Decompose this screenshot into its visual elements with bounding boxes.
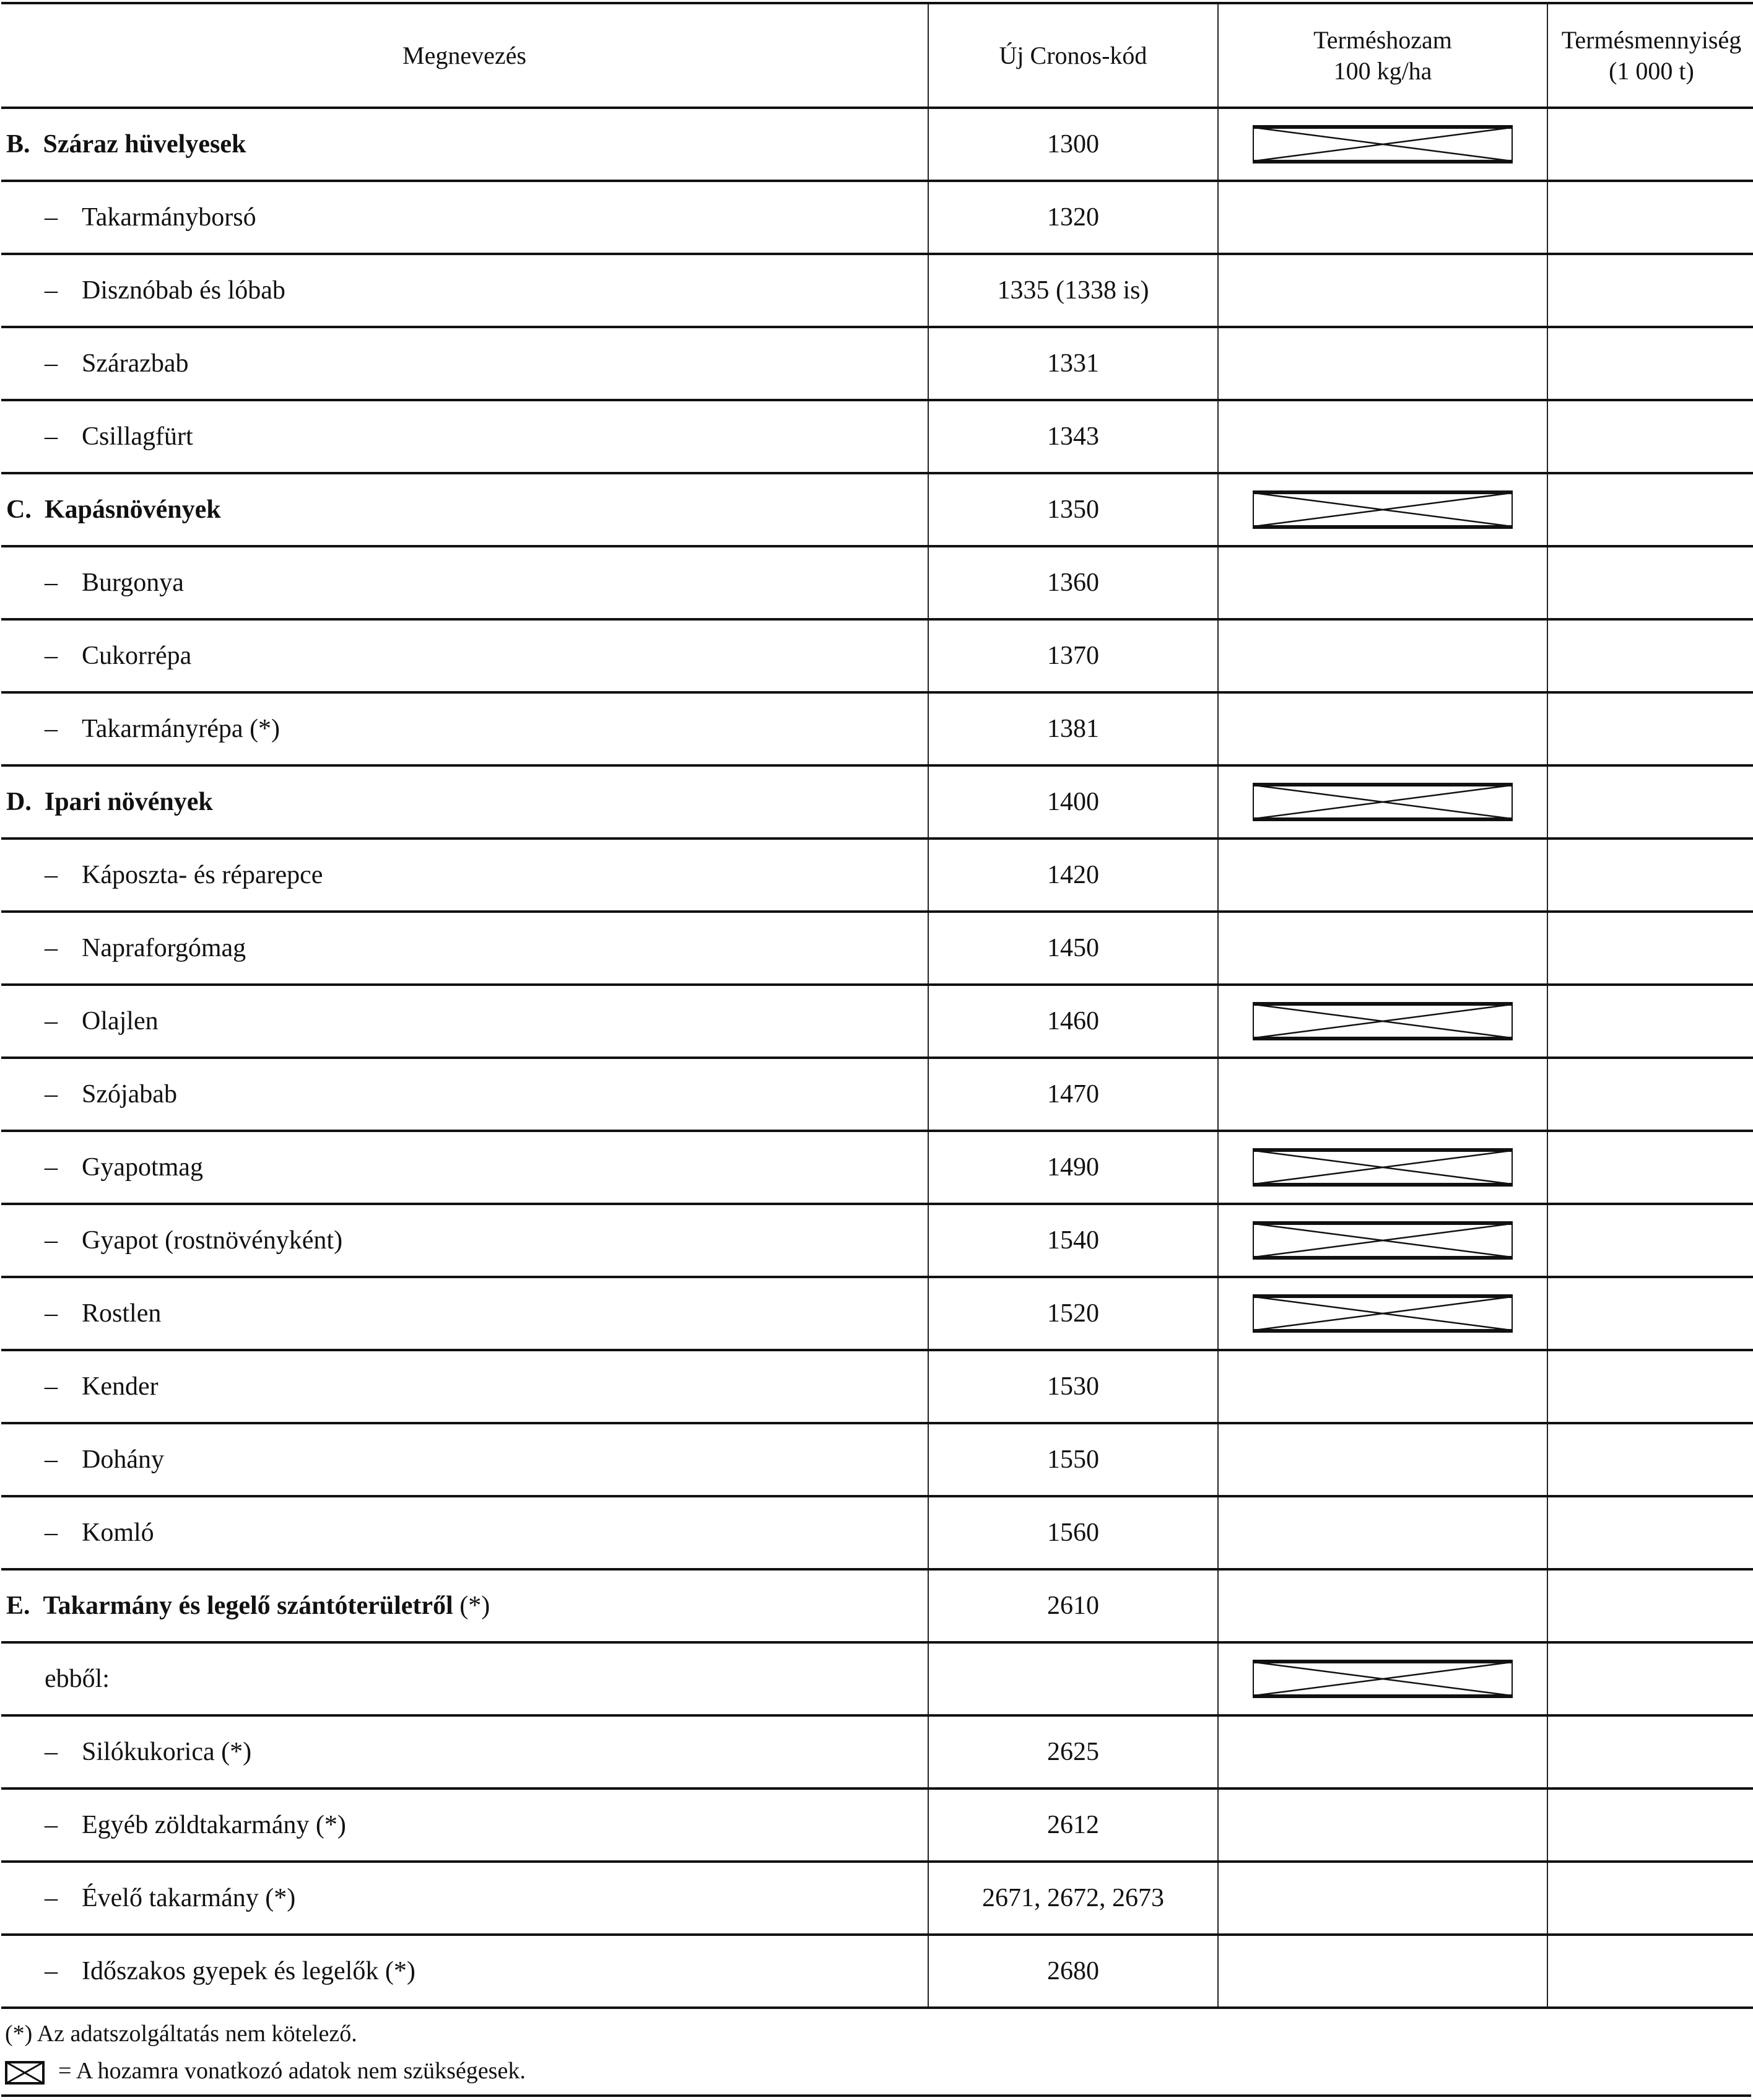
quantity-cell[interactable] bbox=[1547, 985, 1753, 1058]
row-label: Dohány bbox=[82, 1445, 164, 1474]
header-name: Megnevezés bbox=[1, 3, 928, 108]
crossed-box-icon bbox=[1253, 1221, 1513, 1260]
dash: – bbox=[45, 1372, 58, 1401]
row-name bbox=[1, 1058, 928, 1131]
row-name bbox=[1, 1788, 928, 1862]
yield-cell[interactable] bbox=[1218, 839, 1547, 912]
header-row bbox=[1, 3, 1753, 108]
quantity-cell[interactable] bbox=[1547, 1277, 1753, 1350]
yield-cell[interactable] bbox=[1218, 254, 1547, 327]
yield-cell[interactable] bbox=[1218, 1862, 1547, 1935]
table-row bbox=[1, 1058, 1753, 1131]
dash: – bbox=[45, 861, 58, 889]
header-quantity bbox=[1547, 3, 1753, 108]
crossed-box-icon bbox=[1253, 1002, 1513, 1040]
cronos-code: 1370 bbox=[928, 619, 1218, 692]
cronos-code: 2680 bbox=[928, 1935, 1218, 2008]
yield-cell[interactable] bbox=[1218, 1350, 1547, 1423]
cronos-code: 1460 bbox=[928, 985, 1218, 1058]
cronos-code: 1470 bbox=[928, 1058, 1218, 1131]
yield-cell bbox=[1218, 108, 1547, 181]
cronos-code: 1550 bbox=[928, 1423, 1218, 1496]
crossed-box-icon bbox=[1253, 1660, 1513, 1698]
yield-cell[interactable] bbox=[1218, 692, 1547, 765]
dash: – bbox=[45, 1080, 58, 1109]
yield-cell[interactable] bbox=[1218, 1935, 1547, 2008]
table-row bbox=[1, 108, 1753, 181]
cronos-code: 1335 (1338 is) bbox=[928, 254, 1218, 327]
row-name bbox=[1, 1496, 928, 1569]
table-row bbox=[1, 1715, 1753, 1788]
row-name bbox=[1, 985, 928, 1058]
yield-cell[interactable] bbox=[1218, 912, 1547, 985]
row-name bbox=[1, 912, 928, 985]
row-label: Silókukorica (*) bbox=[82, 1738, 252, 1766]
quantity-cell[interactable] bbox=[1547, 546, 1753, 619]
yield-cell[interactable] bbox=[1218, 327, 1547, 400]
row-label: Napraforgómag bbox=[82, 934, 246, 962]
dash: – bbox=[45, 715, 58, 743]
cronos-code bbox=[928, 1642, 1218, 1715]
dash: – bbox=[45, 1226, 58, 1255]
table-row bbox=[1, 1131, 1753, 1204]
row-label: Takarmányborsó bbox=[82, 203, 256, 232]
cronos-code: 1490 bbox=[928, 1131, 1218, 1204]
table-row bbox=[1, 912, 1753, 985]
quantity-cell[interactable] bbox=[1547, 765, 1753, 839]
row-label: Egyéb zöldtakarmány (*) bbox=[82, 1811, 346, 1839]
cronos-code: 2612 bbox=[928, 1788, 1218, 1862]
row-label: Gyapot (rostnövényként) bbox=[82, 1226, 343, 1255]
dash: – bbox=[45, 1738, 58, 1766]
table-row bbox=[1, 839, 1753, 912]
dash: – bbox=[45, 203, 58, 232]
table-row bbox=[1, 1569, 1753, 1642]
crossed-box-icon bbox=[1253, 783, 1513, 821]
quantity-cell[interactable] bbox=[1547, 912, 1753, 985]
yield-cell bbox=[1218, 1131, 1547, 1204]
row-name bbox=[1, 400, 928, 473]
yield-cell bbox=[1218, 765, 1547, 839]
dash: – bbox=[45, 349, 58, 378]
yield-cell[interactable] bbox=[1218, 619, 1547, 692]
header-yield-unit: 100 kg/ha bbox=[1333, 56, 1432, 85]
row-name bbox=[1, 692, 928, 765]
row-name bbox=[1, 254, 928, 327]
row-label: Olajlen bbox=[82, 1007, 159, 1035]
dash: – bbox=[45, 934, 58, 962]
dash: – bbox=[45, 1445, 58, 1474]
cronos-code: 1300 bbox=[928, 108, 1218, 181]
yield-cell[interactable] bbox=[1218, 1569, 1547, 1642]
header-quantity-unit: (1 000 t) bbox=[1609, 56, 1694, 85]
table-row bbox=[1, 473, 1753, 546]
quantity-cell[interactable] bbox=[1547, 1350, 1753, 1423]
section-title: Száraz hüvelyesek bbox=[43, 130, 246, 159]
cronos-code: 1400 bbox=[928, 765, 1218, 839]
table-row bbox=[1, 1350, 1753, 1423]
cronos-code: 2671, 2672, 2673 bbox=[928, 1862, 1218, 1935]
row-name bbox=[1, 1862, 928, 1935]
quantity-cell[interactable] bbox=[1547, 181, 1753, 254]
row-name bbox=[1, 327, 928, 400]
table-row bbox=[1, 1204, 1753, 1277]
row-label: Évelő takarmány (*) bbox=[82, 1884, 296, 1912]
table-row bbox=[1, 1935, 1753, 2008]
yield-cell bbox=[1218, 473, 1547, 546]
quantity-cell[interactable] bbox=[1547, 839, 1753, 912]
cronos-code: 2625 bbox=[928, 1715, 1218, 1788]
footnote-crossed-legend: = A hozamra vonatkozó adatok nem szükségesek. bbox=[58, 2058, 526, 2084]
dash: – bbox=[45, 1811, 58, 1839]
table-row bbox=[1, 985, 1753, 1058]
quantity-cell[interactable] bbox=[1547, 1131, 1753, 1204]
quantity-cell[interactable] bbox=[1547, 254, 1753, 327]
quantity-cell[interactable] bbox=[1547, 1569, 1753, 1642]
row-label: Kender bbox=[82, 1372, 159, 1401]
cronos-code: 1450 bbox=[928, 912, 1218, 985]
cronos-code: 1331 bbox=[928, 327, 1218, 400]
yield-cell[interactable] bbox=[1218, 1423, 1547, 1496]
row-label: Disznóbab és lóbab bbox=[82, 276, 285, 305]
header-code: Új Cronos-kód bbox=[928, 3, 1218, 108]
section-title: Ipari növények bbox=[44, 788, 213, 816]
yield-cell[interactable] bbox=[1218, 1715, 1547, 1788]
cronos-code: 1540 bbox=[928, 1204, 1218, 1277]
cronos-code: 1530 bbox=[928, 1350, 1218, 1423]
dash: – bbox=[45, 642, 58, 670]
row-name bbox=[1, 1277, 928, 1350]
cronos-code: 1320 bbox=[928, 181, 1218, 254]
table-row bbox=[1, 327, 1753, 400]
row-name bbox=[1, 473, 928, 546]
footnote-crossed-legend-row bbox=[5, 2057, 526, 2085]
row-name bbox=[1, 619, 928, 692]
dash: – bbox=[45, 1957, 58, 1985]
row-name bbox=[1, 546, 928, 619]
table-row bbox=[1, 254, 1753, 327]
yield-cell[interactable] bbox=[1218, 400, 1547, 473]
quantity-cell[interactable] bbox=[1547, 1058, 1753, 1131]
row-name bbox=[1, 108, 928, 181]
row-name bbox=[1, 1642, 928, 1715]
row-label: Szárazbab bbox=[82, 349, 189, 378]
crossed-box-icon bbox=[1253, 490, 1513, 529]
quantity-cell[interactable] bbox=[1547, 1204, 1753, 1277]
row-name bbox=[1, 1715, 928, 1788]
table-body bbox=[1, 108, 1753, 2008]
row-name bbox=[1, 1204, 928, 1277]
section-letter: E. bbox=[6, 1592, 30, 1620]
row-label: Rostlen bbox=[82, 1299, 162, 1328]
section-suffix: (*) bbox=[453, 1592, 490, 1620]
header-yield-title: Terméshozam bbox=[1313, 25, 1452, 54]
section-letter: D. bbox=[6, 788, 32, 816]
cronos-code: 1520 bbox=[928, 1277, 1218, 1350]
quantity-cell[interactable] bbox=[1547, 108, 1753, 181]
quantity-cell[interactable] bbox=[1547, 1862, 1753, 1935]
table-row bbox=[1, 400, 1753, 473]
dash: – bbox=[45, 276, 58, 305]
yield-cell[interactable] bbox=[1218, 181, 1547, 254]
quantity-cell[interactable] bbox=[1547, 1423, 1753, 1496]
dash: – bbox=[45, 1299, 58, 1328]
crossed-box-icon bbox=[1253, 1294, 1513, 1333]
row-label: Takarmányrépa (*) bbox=[82, 715, 281, 743]
section-title: Kapásnövények bbox=[44, 495, 221, 524]
yield-cell[interactable] bbox=[1218, 1788, 1547, 1862]
table-row bbox=[1, 1862, 1753, 1935]
dash: – bbox=[45, 1153, 58, 1182]
header-yield bbox=[1218, 3, 1547, 108]
section-letter: C. bbox=[6, 495, 32, 524]
header-quantity-title: Termésmennyiség bbox=[1561, 25, 1742, 54]
table-row bbox=[1, 1277, 1753, 1350]
section-letter: B. bbox=[6, 130, 30, 159]
row-name bbox=[1, 181, 928, 254]
cronos-code: 1350 bbox=[928, 473, 1218, 546]
footnote-optional: (*) Az adatszolgáltatás nem kötelező. bbox=[5, 2021, 357, 2047]
table-row bbox=[1, 1496, 1753, 1569]
row-name bbox=[1, 1569, 928, 1642]
bottom-rule bbox=[1, 2094, 1751, 2097]
yield-cell bbox=[1218, 1204, 1547, 1277]
row-name bbox=[1, 839, 928, 912]
table-row bbox=[1, 1642, 1753, 1715]
quantity-cell[interactable] bbox=[1547, 1642, 1753, 1715]
quantity-cell[interactable] bbox=[1547, 692, 1753, 765]
table-row bbox=[1, 619, 1753, 692]
cronos-code: 2610 bbox=[928, 1569, 1218, 1642]
quantity-cell[interactable] bbox=[1547, 1935, 1753, 2008]
cronos-code: 1343 bbox=[928, 400, 1218, 473]
dash: – bbox=[45, 1007, 58, 1035]
dash: – bbox=[45, 1884, 58, 1912]
quantity-cell[interactable] bbox=[1547, 1496, 1753, 1569]
row-name bbox=[1, 765, 928, 839]
table-row bbox=[1, 692, 1753, 765]
row-label: Gyapotmag bbox=[82, 1153, 203, 1182]
section-title: Takarmány és legelő szántóterületről bbox=[43, 1592, 453, 1620]
table-row bbox=[1, 181, 1753, 254]
cronos-code: 1420 bbox=[928, 839, 1218, 912]
table-row bbox=[1, 1788, 1753, 1862]
crossed-box-icon bbox=[1253, 125, 1513, 163]
table-row bbox=[1, 1423, 1753, 1496]
table-row bbox=[1, 765, 1753, 839]
crossed-box-icon bbox=[1253, 1148, 1513, 1187]
row-label: Burgonya bbox=[82, 569, 184, 597]
row-label: ebből: bbox=[45, 1665, 110, 1693]
quantity-cell[interactable] bbox=[1547, 327, 1753, 400]
quantity-cell[interactable] bbox=[1547, 473, 1753, 546]
dash: – bbox=[45, 569, 58, 597]
cronos-code: 1360 bbox=[928, 546, 1218, 619]
row-name bbox=[1, 1131, 928, 1204]
yield-cell bbox=[1218, 1642, 1547, 1715]
row-label: Komló bbox=[82, 1518, 154, 1547]
quantity-cell[interactable] bbox=[1547, 619, 1753, 692]
cronos-code: 1381 bbox=[928, 692, 1218, 765]
yield-cell[interactable] bbox=[1218, 1496, 1547, 1569]
row-label: Szójabab bbox=[82, 1080, 177, 1109]
quantity-cell[interactable] bbox=[1547, 1715, 1753, 1788]
dash: – bbox=[45, 1518, 58, 1547]
quantity-cell[interactable] bbox=[1547, 1788, 1753, 1862]
yield-cell bbox=[1218, 985, 1547, 1058]
yield-cell[interactable] bbox=[1218, 546, 1547, 619]
dash: – bbox=[45, 422, 58, 451]
row-label: Csillagfürt bbox=[82, 422, 193, 451]
yield-cell[interactable] bbox=[1218, 1058, 1547, 1131]
row-name bbox=[1, 1350, 928, 1423]
row-label: Káposzta- és réparepce bbox=[82, 861, 323, 889]
yield-cell bbox=[1218, 1277, 1547, 1350]
row-label: Cukorrépa bbox=[82, 642, 192, 670]
crossed-box-icon bbox=[5, 2061, 45, 2085]
table-row bbox=[1, 546, 1753, 619]
quantity-cell[interactable] bbox=[1547, 400, 1753, 473]
row-name bbox=[1, 1935, 928, 2008]
cronos-code: 1560 bbox=[928, 1496, 1218, 1569]
row-label: Időszakos gyepek és legelők (*) bbox=[82, 1957, 415, 1985]
crop-table bbox=[1, 2, 1753, 2009]
row-name bbox=[1, 1423, 928, 1496]
